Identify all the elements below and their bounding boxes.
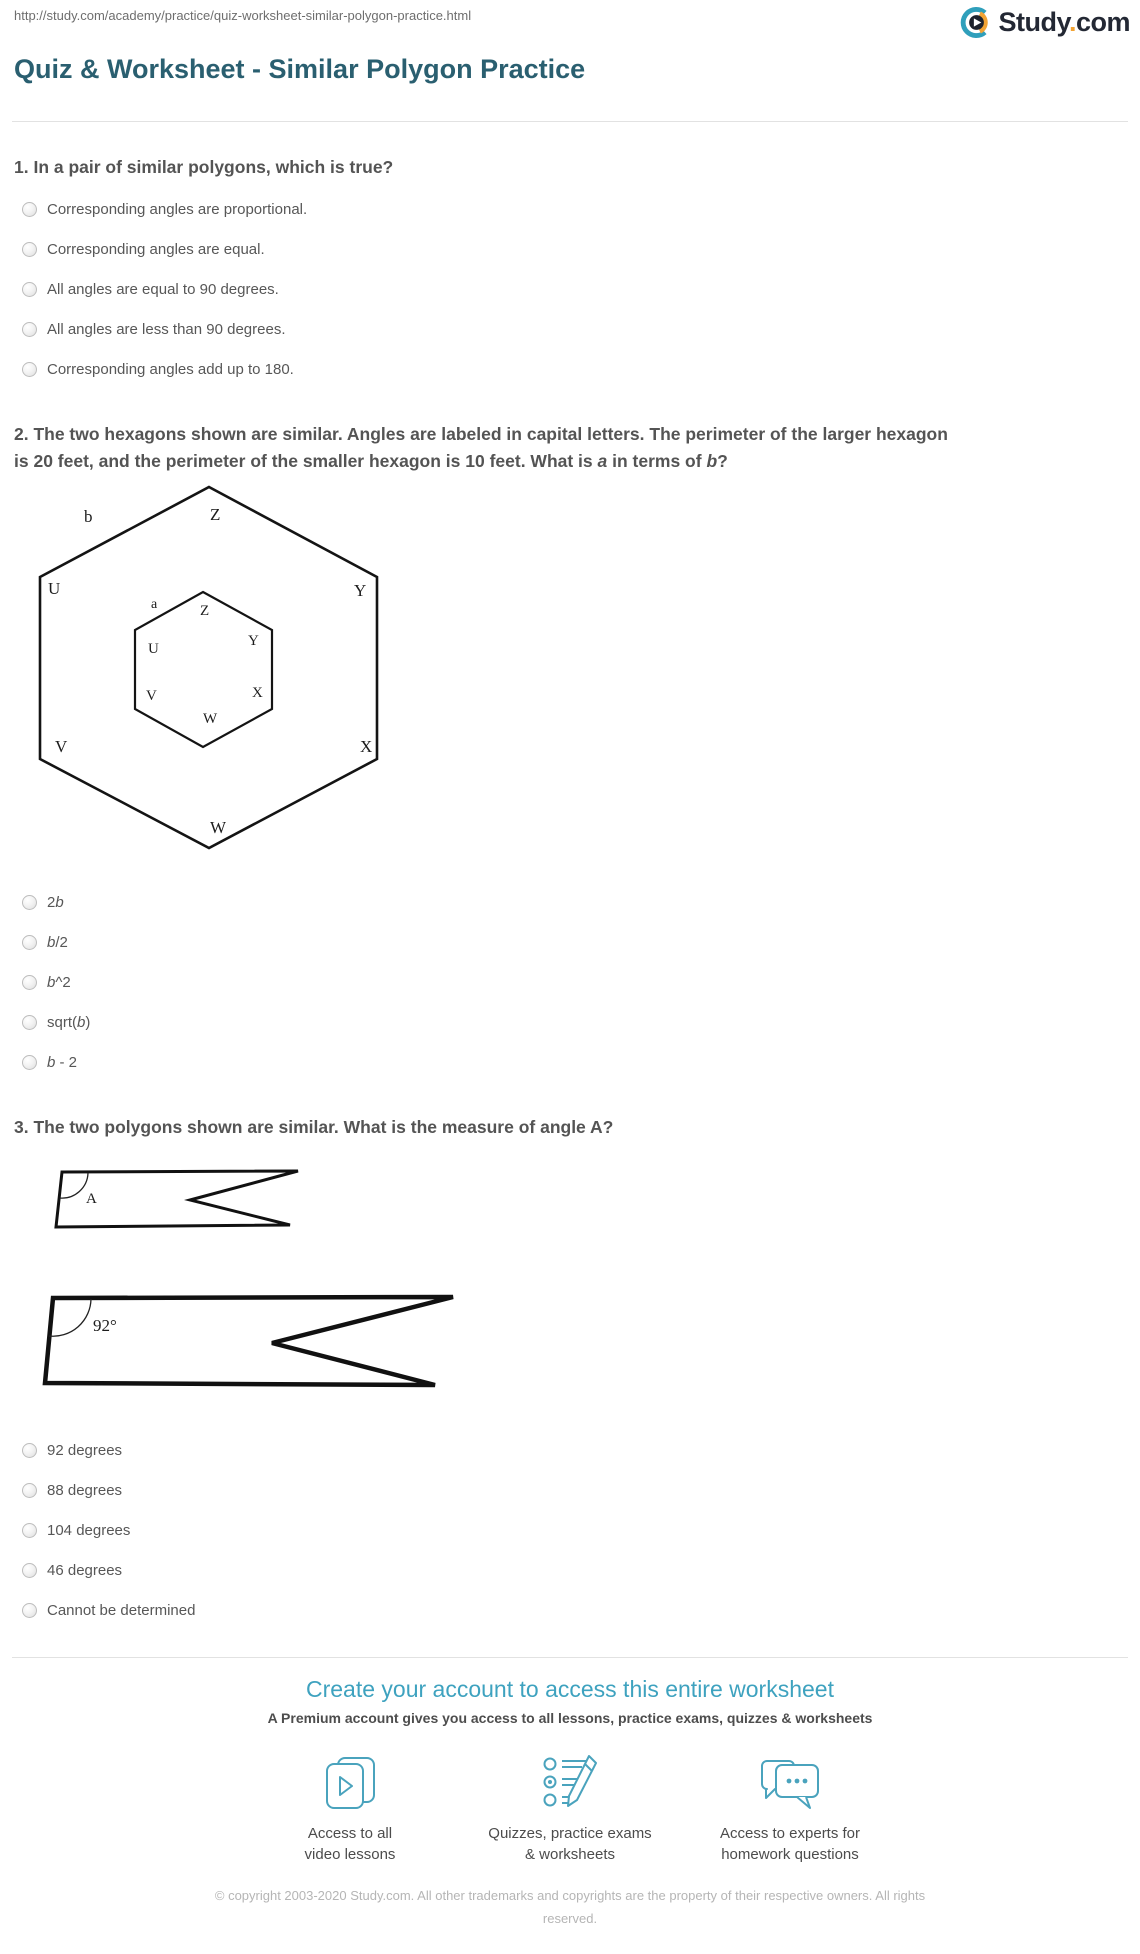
copyright-notice: © copyright 2003-2020 Study.com. All other trademarks and copyrights are the property of their respective owners. All rights reserved.: [214, 1888, 926, 1926]
option-label: 92 degrees: [47, 1441, 123, 1459]
footer-benefits: [240, 1753, 900, 1865]
option-label: b/2: [47, 933, 68, 951]
radio-button[interactable]: [22, 1015, 37, 1030]
outer-hexagon-label-y: Y: [354, 581, 367, 600]
q2-prompt-line2: is 20 feet, and the perimeter of the smaller hexagon is 10 feet. What is a in terms of b?: [14, 451, 728, 471]
hexagon-diagram: [14, 482, 394, 864]
question-3-prompt: 3. The two polygons shown are similar. What is the measure of angle A?: [14, 1117, 614, 1137]
q2-option-row-3[interactable]: [0, 962, 1140, 1002]
benefit-label: Access to all video lessons: [304, 1825, 396, 1863]
outer-hexagon-label-x: X: [360, 737, 373, 756]
video-lessons-icon: [322, 1755, 378, 1811]
outer-hexagon-label-u: U: [48, 579, 61, 598]
option-label: All angles are equal to 90 degrees.: [47, 280, 279, 298]
option-label: sqrt(b): [47, 1013, 91, 1031]
q2-option-row-4[interactable]: [0, 1002, 1140, 1042]
radio-button[interactable]: [22, 322, 37, 337]
inner-hexagon-label-z: Z: [200, 603, 210, 619]
radio-button[interactable]: [22, 1443, 37, 1458]
small-polygon-diagram: [40, 1158, 310, 1238]
benefit-label: Access to experts for homework questions: [719, 1825, 861, 1863]
question-2-options: [0, 882, 1140, 1082]
option-label: 88 degrees: [47, 1481, 123, 1499]
option-label: 46 degrees: [47, 1561, 123, 1579]
studycom-logo-text: [998, 7, 1130, 38]
q3-option-row-1[interactable]: [0, 1430, 1140, 1470]
option-label: Corresponding angles add up to 180.: [47, 360, 294, 378]
studycom-logo-icon: [960, 6, 993, 39]
q1-option-row-1[interactable]: [0, 189, 1140, 229]
question-2-prompt: [14, 421, 1128, 475]
inner-hexagon-label-u: U: [148, 641, 159, 657]
benefit-label: Quizzes, practice exams & worksheets: [488, 1825, 652, 1863]
option-label: 2b: [47, 893, 64, 911]
option-label: 104 degrees: [47, 1521, 131, 1539]
radio-button[interactable]: [22, 362, 37, 377]
option-label: b^2: [47, 973, 71, 991]
inner-hexagon-label-w: W: [203, 711, 218, 727]
radio-button[interactable]: [22, 282, 37, 297]
radio-button[interactable]: [22, 1563, 37, 1578]
large-polygon-angle-label: 92°: [93, 1316, 117, 1335]
radio-button[interactable]: [22, 1055, 37, 1070]
divider-footer: [12, 1657, 1128, 1658]
option-label: Cannot be determined: [47, 1601, 196, 1619]
question-1-prompt: 1. In a pair of similar polygons, which is true?: [14, 157, 394, 177]
q1-option-row-2[interactable]: [0, 229, 1140, 269]
footer-subheading: A Premium account gives you access to all lessons, practice exams, quizzes & worksheets: [267, 1710, 873, 1726]
q3-option-row-4[interactable]: [0, 1550, 1140, 1590]
inner-hexagon-label-v: V: [146, 688, 157, 704]
q3-option-row-3[interactable]: [0, 1510, 1140, 1550]
inner-hexagon-side-label: a: [151, 597, 158, 612]
option-label: Corresponding angles are proportional.: [47, 200, 308, 218]
small-polygon-angle-label: A: [86, 1191, 97, 1207]
divider-top: [12, 121, 1128, 122]
outer-hexagon-side-label: b: [84, 507, 93, 526]
radio-button[interactable]: [22, 975, 37, 990]
quiz-worksheet-icon: [541, 1753, 599, 1811]
page-url: http://study.com/academy/practice/quiz-worksheet-similar-polygon-practice.html: [14, 8, 472, 23]
q2-option-row-2[interactable]: [0, 922, 1140, 962]
q2-option-row-1[interactable]: [0, 882, 1140, 922]
q1-option-row-3[interactable]: [0, 269, 1140, 309]
q3-option-row-5[interactable]: [0, 1590, 1140, 1630]
logo-text-dot: .: [1068, 7, 1076, 37]
benefit-homework-experts: [680, 1753, 900, 1865]
option-label: All angles are less than 90 degrees.: [47, 320, 286, 338]
inner-hexagon-label-y: Y: [248, 633, 259, 649]
radio-button[interactable]: [22, 1523, 37, 1538]
radio-button[interactable]: [22, 1603, 37, 1618]
option-label: b - 2: [47, 1053, 78, 1071]
logo-text-study: Study: [998, 7, 1069, 37]
radio-button[interactable]: [22, 895, 37, 910]
radio-button[interactable]: [22, 202, 37, 217]
radio-button[interactable]: [22, 242, 37, 257]
question-3-options: [0, 1430, 1140, 1630]
inner-hexagon-label-x: X: [252, 685, 263, 701]
q3-option-row-2[interactable]: [0, 1470, 1140, 1510]
benefit-quizzes-worksheets: [460, 1753, 680, 1865]
q2-option-row-5[interactable]: [0, 1042, 1140, 1082]
radio-button[interactable]: [22, 1483, 37, 1498]
q1-option-row-4[interactable]: [0, 309, 1140, 349]
logo-text-com: com: [1075, 7, 1130, 37]
radio-button[interactable]: [22, 935, 37, 950]
large-polygon-diagram: [35, 1288, 465, 1393]
option-label: Corresponding angles are equal.: [47, 240, 265, 258]
footer-heading: Create your account to access this entire worksheet: [306, 1676, 834, 1702]
outer-hexagon-label-v: V: [55, 737, 68, 756]
outer-hexagon-label-w: W: [210, 818, 227, 837]
page-title: Quiz & Worksheet - Similar Polygon Practice: [14, 54, 586, 84]
question-1-options: [0, 189, 1140, 389]
studycom-logo[interactable]: [960, 6, 1130, 39]
outer-hexagon-label-z: Z: [210, 505, 221, 524]
q1-option-row-5[interactable]: [0, 349, 1140, 389]
chat-experts-icon: [759, 1755, 821, 1811]
benefit-video-lessons: [240, 1753, 460, 1865]
q2-prompt-line1: 2. The two hexagons shown are similar. Angles are labeled in capital letters. The perimeter of the larger hexagon: [14, 424, 948, 444]
